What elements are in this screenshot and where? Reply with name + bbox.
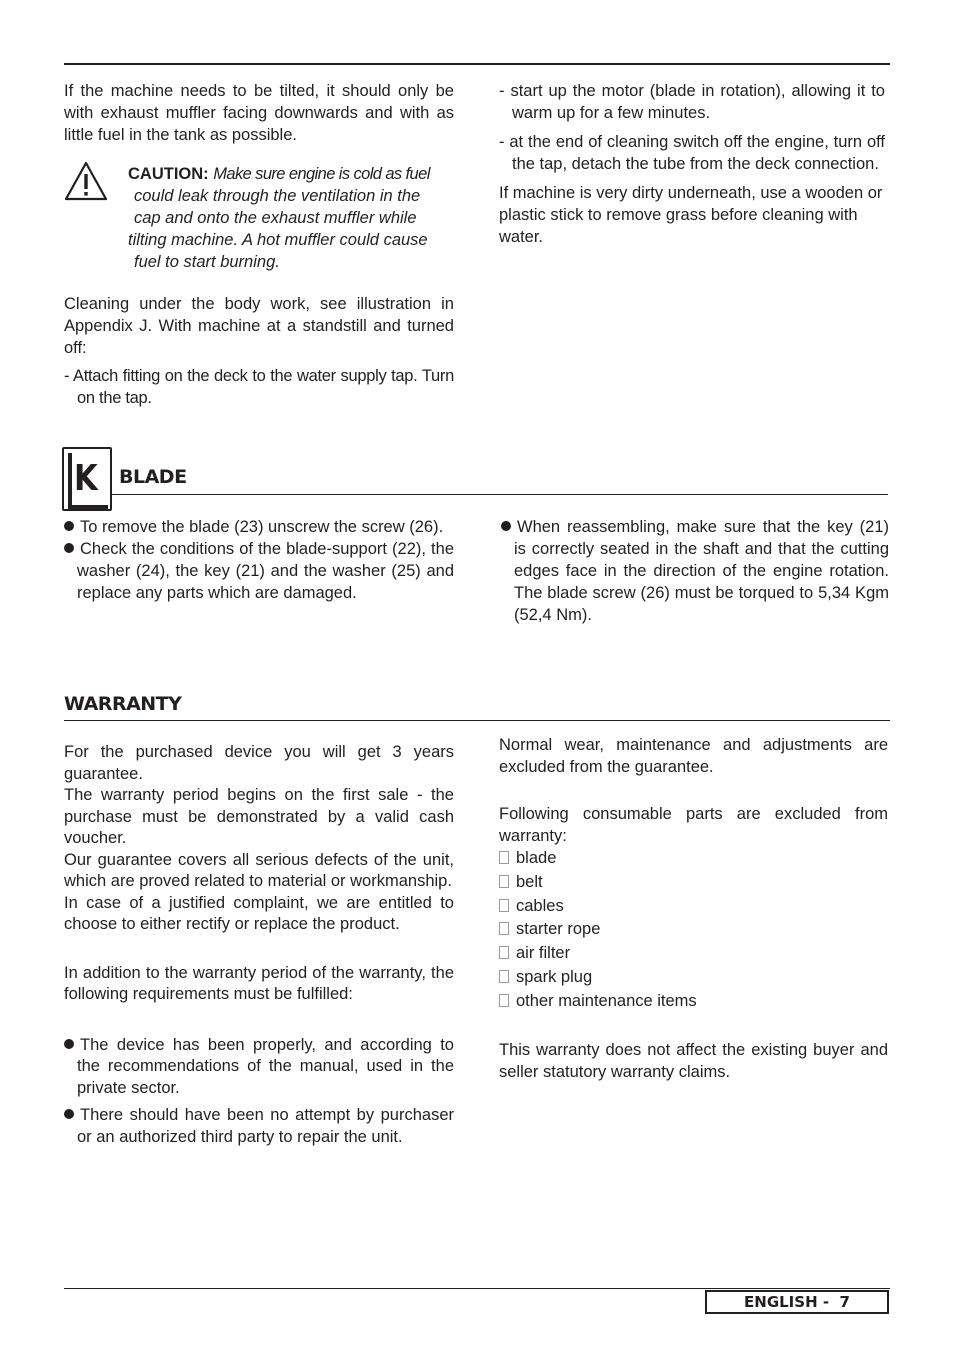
tilt-paragraph [64,80,454,146]
caution-note [128,163,454,273]
blade-heading-rule [112,494,888,495]
warning-triangle-icon [64,160,108,202]
excluded-part-item: other maintenance items [499,990,888,1014]
excluded-part-item: spark plug [499,966,888,990]
excluded-part-item: starter rope [499,918,888,942]
blade-left-list [64,516,454,604]
checkbox-icon [499,851,509,864]
caution-line-1: Make sure engine is cold as fuel [213,165,430,183]
excluded-part-item: belt [499,871,888,895]
checkbox-icon [499,970,509,983]
checkbox-icon [499,899,509,912]
warranty-heading: WARRANTY [64,693,182,715]
caution-label: CAUTION: [128,165,209,183]
checkbox-icon [499,946,509,959]
page-number: 7 [839,1293,850,1311]
warranty-bullet-1: The device has been properly, and according to the recommendations of the manual, used in the private sector. [64,1035,454,1100]
footer-language: ENGLISH - [744,1293,830,1311]
statutory-claims-text: This warranty does not affect the existing buyer and seller statutory warranty claims. [499,1040,888,1081]
section-letter: K [74,458,98,499]
blade-right-list [501,516,889,626]
blade-bullet-3: When reassembling, make sure that the key (21) is correctly seated in the shaft and that the cutting edges face in the direction of the engine rotation. The blade screw (26) must be torqued to 5,34 Kgm (52,4 Nm). [501,516,889,626]
section-k-badge [62,447,112,511]
cleaning-paragraph [64,293,454,409]
caution-line-4: tilting machine. A hot muffler could cause [128,231,428,249]
normal-wear-text: Normal wear, maintenance and adjustments are excluded from the guarantee. [499,736,888,776]
blade-bullet-1: To remove the blade (23) unscrew the screw (26). [64,516,454,538]
warranty-bullet-2: There should have been no attempt by purchaser or an authorized third party to repair the unit. [64,1105,454,1148]
warranty-right-column [499,734,888,1083]
checkbox-icon [499,922,509,935]
end-cleaning-text: - at the end of cleaning switch off the engine, turn off the tap, detach the tube from the deck connection. [499,133,885,173]
page-footer [705,1290,889,1314]
warranty-coverage-text: Our guarantee covers all serious defects of the unit, which are proved related to material or workmanship. [64,850,454,890]
warranty-heading-rule [64,720,890,721]
attach-fitting-text: - Attach fitting on the deck to the water supply tap. Turn on the tap. [64,367,454,407]
blade-heading: BLADE [119,466,187,488]
excluded-part-item: blade [499,847,888,871]
checkbox-icon [499,994,509,1007]
footer-rule [64,1288,890,1289]
dirty-machine-text: If machine is very dirty underneath, use a wooden or plastic stick to remove grass before cleaning with water. [499,184,883,246]
cleaning-steps [499,80,885,248]
caution-line-2: could leak through the ventilation in the [134,187,421,205]
caution-line-5: fuel to start burning. [134,253,280,271]
warranty-requirements-text: In addition to the warranty period of the warranty, the following requirements must be fulfilled: [64,963,454,1003]
warranty-complaint-text: In case of a justified complaint, we are entitled to choose to either rectify or replace the product. [64,893,454,933]
checkbox-icon [499,875,509,888]
excluded-parts-list [499,847,888,1014]
warranty-years-text: For the purchased device you will get 3 years guarantee. [64,743,454,783]
excluded-part-item: cables [499,895,888,919]
caution-line-3: cap and onto the exhaust muffler while [134,209,417,227]
warranty-period-text: The warranty period begins on the first sale - the purchase must be demonstrated by a valid cash voucher. [64,786,454,847]
tilt-text: If the machine needs to be tilted, it should only be with exhaust muffler facing downwards and with as little fuel in the tank as possible. [64,82,454,144]
warranty-left-column [64,742,454,1148]
consumables-text: Following consumable parts are excluded from warranty: [499,805,888,845]
top-rule [64,63,890,65]
cleaning-text: Cleaning under the body work, see illustration in Appendix J. With machine at a standstill and turned off: [64,295,454,357]
blade-bullet-2: Check the conditions of the blade-support (22), the washer (24), the key (21) and the washer (25) and replace any parts which are damaged. [64,538,454,604]
excluded-part-item: air filter [499,942,888,966]
start-motor-text: - start up the motor (blade in rotation), allowing it to warm up for a few minutes. [499,82,885,122]
